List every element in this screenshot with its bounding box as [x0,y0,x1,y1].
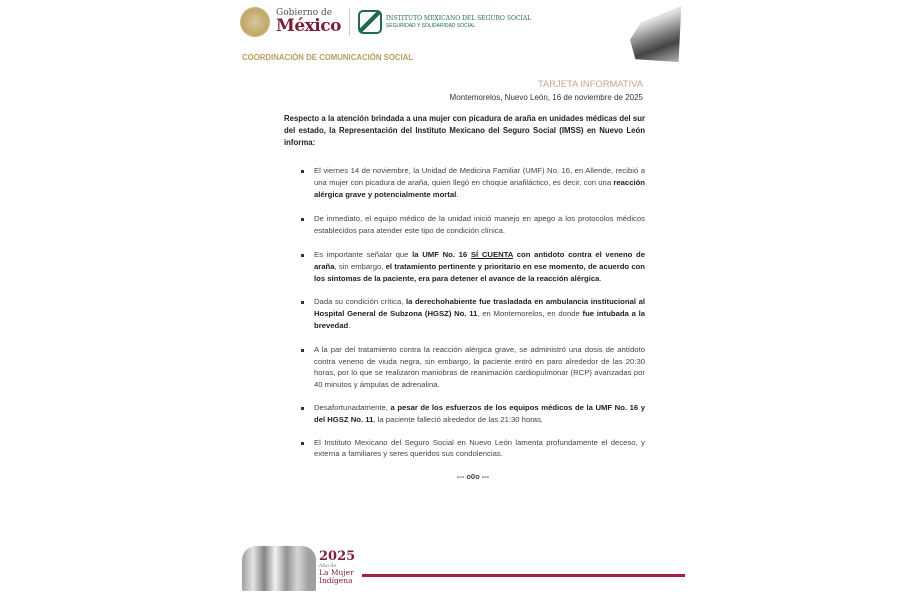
text: De inmediato, el equipo médico de la unidad inició manejo en apego a los protocolos médicos establecidos para atender este tipo de condición clínica. [314,214,645,236]
text: Desafortunadamente, [314,402,391,412]
text: El viernes 14 de noviembre, la Unidad de Medicina Familiar (UMF) No. 16, en Allende, recibió a una mujer con picadura de araña, quien llegó en choque anafiláctico, es decir, con una [314,166,645,187]
text: . [599,273,602,283]
text: Es importante señalar que [314,249,413,259]
text: , sin embargo, [334,261,386,271]
bullet-item [301,402,645,426]
imss-logo-text [386,15,531,29]
indigenous-women-illustration-icon [242,546,316,591]
bold-text: con antidoto contra el veneno de araña [314,249,646,271]
gobierno-label: Gobierno de [276,8,333,18]
bold-text: fue intubada a la brevedad [314,309,645,330]
imss-name: INSTITUTO MEXICANO DEL SEGURO SOCIAL [385,15,532,22]
document-body [301,165,645,481]
bullet-list [301,165,645,460]
department-title: COORDINACIÓN DE COMUNICACIÓN SOCIAL [242,53,414,62]
place-date: Montemorelos, Nuevo León, 16 de noviembre de 2025 [449,93,643,102]
text: A la par del tratamiento contra la reacción alérgica grave, se administró una dosis de antídoto contra veneno de viuda negra, sin embargo, la paciente entró en paro alrededor de las 20:30 horas, por lo que se realizaron maniobras de reanimación cardiopulmonar (RCP) avanzadas por 40 minutos y ámpulas de adrenalina. [314,344,645,390]
bullet-item [301,344,645,391]
end-separator: --- o0o --- [456,472,490,482]
year-theme-line1: La Mujer [319,567,354,577]
text: , en Montemorelos, en donde [477,309,583,319]
tarjeta-informativa [232,0,690,600]
text: . [456,189,459,199]
document-type: TARJETA INFORMATIVA [537,78,643,89]
bold-text [471,250,513,259]
text: . [348,320,351,330]
bullet-item [301,437,645,461]
bold-text: la derechohabiente fue trasladada en ambulancia institucional al Hospital General de Subzona (HGSZ) No. 11 [314,297,645,319]
bullet-item [301,213,645,237]
imss-logo-icon [358,10,382,34]
gobierno-de-mexico-logo [276,9,341,35]
header-logos [240,7,531,37]
document-page [232,0,690,600]
footer-rule [362,574,685,577]
text: Dada su condición crítica, [314,297,406,307]
year-sub-label: Año de [319,562,337,569]
bold-text: el tratamiento pertinente y prioritario en ese momento, de acuerdo con los síntomas de la paciente, era para detener el avance de la reacción alérgica [314,261,645,283]
text: , la paciente falleció alrededor de las 21:30 horas. [373,414,544,424]
bullet-item [301,249,645,284]
national-seal-icon [240,7,270,37]
bold-text: a pesar de los esfuerzos de los equipos médicos de la UMF No. 16 y del HGSZ No. 11 [314,402,646,424]
year-label: 2025 [319,549,356,564]
bold-text: reacción alérgica grave y potencialmente mortal [314,177,645,199]
bold-text: SÍ CUENTA [470,249,514,259]
bullet-item [301,165,645,200]
flag-illustration-icon [630,6,684,62]
year-theme-line2: Indígena [319,575,353,585]
bold-text: la UMF No. 16 [412,249,471,259]
mexico-label: México [276,16,341,36]
imss-subtitle: SEGURIDAD Y SOLIDARIDAD SOCIAL [385,23,476,29]
text: El Instituto Mexicano del Seguro Social en Nuevo León lamenta profundamente el deceso, y externa a familiares y seres queridos sus condolencias. [314,437,645,459]
bullet-item [301,296,645,331]
intro-paragraph: Respecto a la atención brindada a una mujer con picadura de araña en unidades médicas del sur del estado, la Representación del Instituto Mexicano del Seguro Social (IMSS) en Nuevo León informa: [284,114,645,147]
logo-divider [349,8,350,36]
year-logo [319,550,355,585]
